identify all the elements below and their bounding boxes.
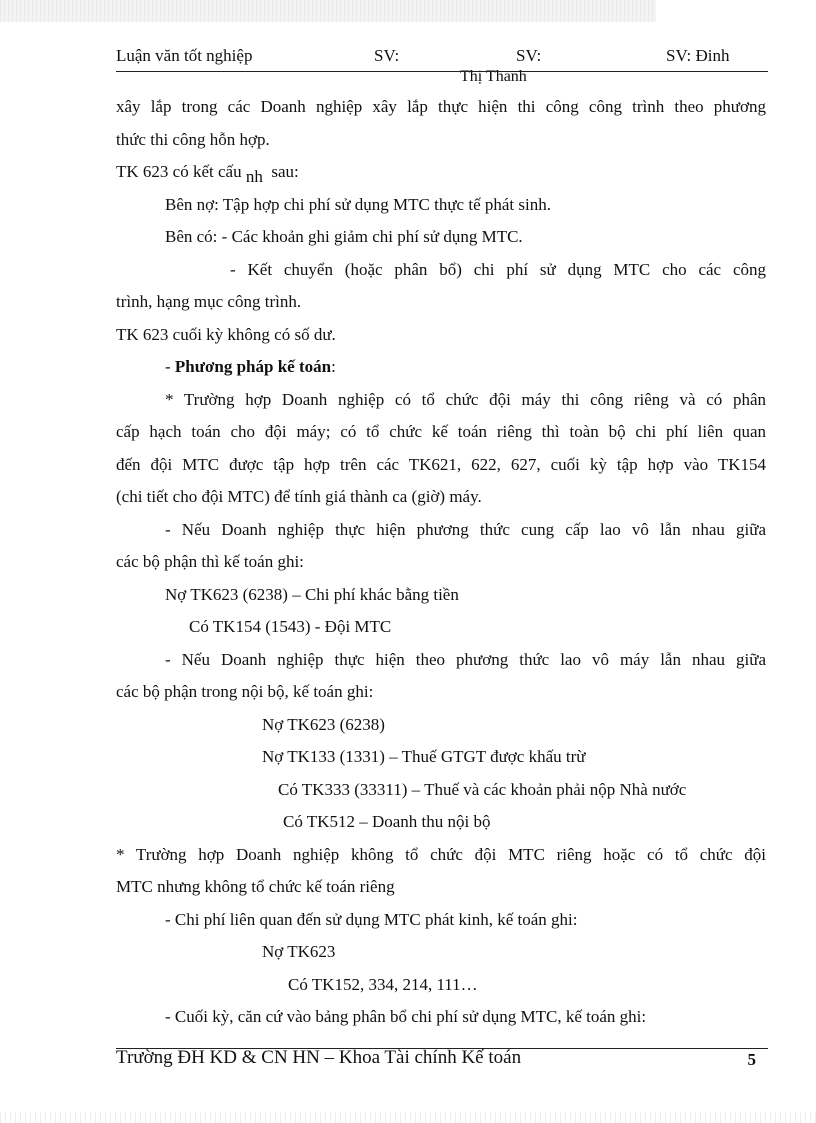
body-line: TK 623 cuối kỳ không có số dư.	[116, 324, 336, 344]
section-heading	[116, 351, 766, 384]
journal-entry: Có TK154 (1543) - Đội MTC	[189, 617, 392, 636]
heading-prefix: -	[165, 357, 175, 376]
page-number: 5	[747, 1050, 756, 1069]
body-line: đến đội MTC được tập hợp trên các TK621, 622, 627, cuối kỳ tập hợp vào TK154	[116, 454, 766, 474]
heading-suffix: :	[331, 357, 336, 376]
header-student-label-2: SV:	[516, 46, 542, 65]
journal-entry: Có TK512 – Doanh thu nội bộ	[283, 812, 491, 831]
body-line: MTC nhưng không tổ chức kế toán riêng	[116, 877, 395, 896]
body-line: Bên nợ: Tập hợp chi phí sử dụng MTC thực tế phát sinh.	[165, 194, 551, 214]
footer-school-name: Trường ĐH KD & CN HN – Khoa Tài chính Kế toán	[116, 1047, 522, 1068]
body-line: trình, hạng mục công trình.	[116, 292, 302, 311]
journal-entry: Nợ TK623	[262, 942, 336, 961]
journal-entry: Nợ TK623 (6238)	[262, 714, 385, 734]
header-student-label-1: SV:	[374, 46, 400, 65]
body-line: các bộ phận thì kế toán ghi:	[116, 552, 304, 571]
body-line: - Nếu Doanh nghiệp thực hiện phương thức cung cấp lao vô lẫn nhau giữa	[165, 519, 766, 539]
body-line: các bộ phận trong nội bộ, kế toán ghi:	[116, 682, 374, 701]
body-line: * Trường hợp Doanh nghiệp có tổ chức đội máy thi công riêng và có phân	[165, 389, 766, 409]
body-line: Bên có: - Các khoản ghi giảm chi phí sử dụng MTC.	[165, 227, 523, 246]
body-line: (chi tiết cho đội MTC) để tính giá thành ca (giờ) máy.	[116, 487, 482, 506]
bottom-scan-strip	[0, 1112, 816, 1123]
header-student-label-3: SV: Đinh	[666, 46, 730, 65]
header-thesis-title: Luận văn tốt nghiệp	[116, 46, 253, 65]
journal-entry: Nợ TK623 (6238) – Chi phí khác bằng tiền	[165, 584, 459, 604]
body-line: - Cuối kỳ, căn cứ vào bảng phân bổ chi phí sử dụng MTC, kế toán ghi:	[165, 1007, 647, 1026]
page-header	[116, 46, 768, 90]
body-line: xây lắp trong các Doanh nghiệp xây lắp thực hiện thi công công trình theo phương	[116, 97, 766, 116]
page-footer	[116, 1047, 768, 1077]
document-body	[116, 91, 766, 1034]
body-line: thức thi công hỗn hợp.	[116, 129, 270, 149]
top-scan-strip	[0, 0, 656, 22]
body-line-part: sau:	[271, 162, 299, 181]
body-line: - Nếu Doanh nghiệp thực hiện theo phương thức lao vô máy lẫn nhau giữa	[165, 649, 766, 669]
journal-entry: Có TK152, 334, 214, 111…	[288, 974, 478, 994]
header-rule	[116, 71, 768, 72]
body-line: - Chi phí liên quan đến sử dụng MTC phát kinh, kế toán ghi:	[165, 909, 578, 929]
body-line	[116, 156, 766, 189]
body-line: * Trường hợp Doanh nghiệp không tổ chức đội MTC riêng hoặc có tổ chức đội	[116, 844, 766, 864]
journal-entry: Nợ TK133 (1331) – Thuế GTGT được khấu trừ	[262, 747, 586, 766]
heading-text: Phương pháp kế toán	[174, 357, 332, 376]
subscript-word: nh	[245, 167, 263, 186]
journal-entry: Có TK333 (33311) – Thuế và các khoản phải nộp Nhà nước	[278, 779, 687, 799]
header-student-name: Thị Thanh	[460, 68, 527, 85]
body-line-part: TK 623 có kết cấu	[116, 162, 242, 181]
body-line: - Kết chuyển (hoặc phân bổ) chi phí sử dụng MTC cho các công	[230, 259, 766, 279]
body-line: cấp hạch toán cho đội máy; có tổ chức kế toán riêng thì toàn bộ chi phí liên quan	[116, 422, 766, 441]
